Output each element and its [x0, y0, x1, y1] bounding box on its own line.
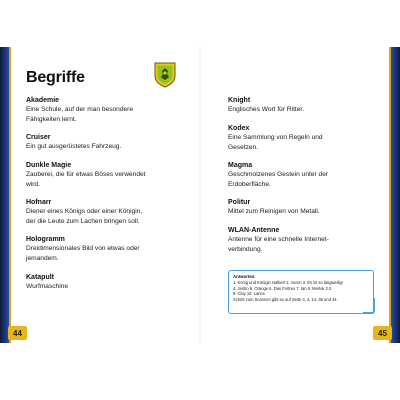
glossary-definition-line: Geschmolzenes Gestein unter der [228, 171, 329, 178]
page-number-right: 45 [373, 326, 392, 340]
page-title: Begriffe [26, 69, 85, 86]
answers-box [228, 270, 374, 314]
glossary-definition-line: Ein gut ausgerüstetes Fahrzeug. [26, 143, 122, 150]
glossary-entry-dunkle-magie [26, 161, 196, 189]
glossary-term: Hologramm [26, 236, 65, 243]
glossary-definition-line: Erdoberfläche. [228, 180, 271, 188]
glossary-entry-katapult [26, 273, 196, 292]
glossary-definition-line: Gesetzen. [228, 143, 259, 151]
glossary-entry-knight [228, 96, 398, 115]
glossary-definition-line: wird. [26, 180, 40, 188]
glossary-term: Knight [228, 97, 251, 104]
answers-line: Schritt zum Scannen gibt es auf Seite 3, 4, 14, 36 und 44. [233, 296, 338, 302]
glossary-term: Politur [228, 199, 251, 206]
glossary-term: WLAN-Antenne [228, 227, 280, 234]
glossary-term: Hofnarr [26, 199, 52, 206]
glossary-entry-kodex [228, 124, 398, 152]
glossary-entry-wlan-antenne [228, 226, 398, 254]
glossary-definition-line: Wurfmaschine [26, 283, 69, 290]
glossary-entry-akademie [26, 96, 196, 124]
glossary-definition-line: Fähigkeiten lernt. [26, 115, 77, 123]
glossary-definition-line: Eine Schule, auf der man besondere [26, 106, 134, 113]
glossary-definition-line: Diener eines Königs oder einer Königin, [26, 208, 143, 215]
glossary-definition-line: Englisches Wort für Ritter. [228, 106, 305, 113]
glossary-entry-politur [228, 198, 398, 217]
glossary-term: Akademie [26, 97, 60, 104]
glossary-definition-line: Eine Sammlung von Regeln und [228, 134, 323, 141]
page-number-left: 44 [8, 326, 27, 340]
glossary-term: Dunkle Magie [26, 162, 72, 169]
shield-icon [153, 61, 177, 88]
glossary-definition-line: jemandem. [26, 254, 59, 262]
glossary-term: Cruiser [26, 134, 51, 141]
glossary-term: Kodex [228, 125, 250, 132]
answers-line: 4. Jestro 5. Orange 6. Das Fortrex 7. Ian 8. Merlok 2.0 [233, 285, 332, 291]
right-page-edge [389, 47, 400, 343]
glossary-term: Katapult [26, 274, 54, 281]
glossary-definition-line: verbindung. [228, 245, 263, 253]
glossary-definition-line: der die Leute zum Lachen bringen soll. [26, 217, 140, 225]
answers-line: 1. König und Königin Halbert 2. Aaron 3. Es ist so langweilig! [233, 280, 343, 285]
answers-title: Antworten: [233, 274, 256, 279]
glossary-entry-hofnarr [26, 198, 196, 226]
left-page-edge [0, 47, 11, 343]
glossary-entry-cruiser [26, 133, 196, 152]
glossary-definition-line: Mittel zum Reinigen von Metall. [228, 208, 320, 215]
glossary-definition-line: Dreidimensionales Bild von etwas oder [26, 245, 140, 252]
answers-line: 9. Clay 10. Lance [233, 291, 265, 297]
glossary-definition-line: Antenne für eine schnelle Internet- [228, 236, 329, 243]
glossary-entry-hologramm [26, 235, 196, 263]
glossary-term: Magma [228, 162, 253, 169]
glossary-definition-line: Zauberei, die für etwas Böses verwendet [26, 171, 146, 178]
book-gutter [199, 47, 201, 343]
glossary-entry-magma [228, 161, 398, 189]
